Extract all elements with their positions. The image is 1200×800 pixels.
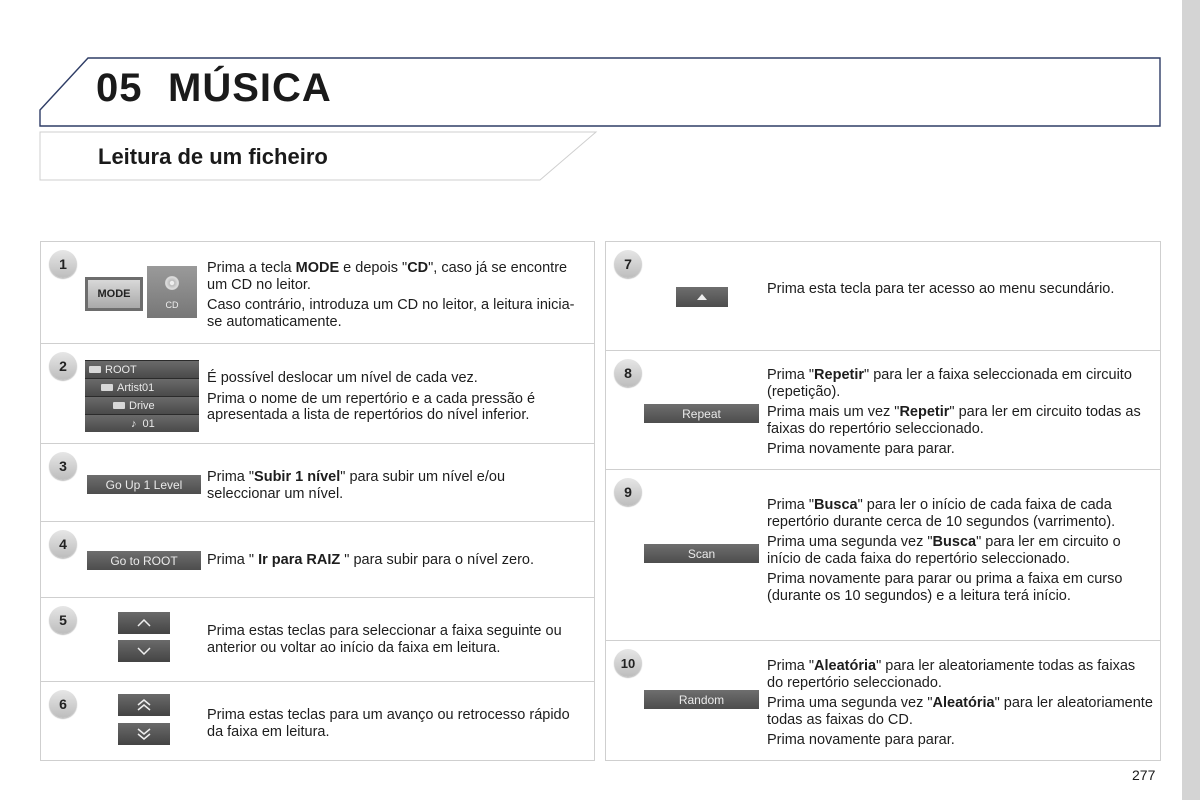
chevron-down-key-image: [118, 640, 170, 662]
music-note-icon: ♪: [131, 417, 137, 430]
cd-key-label: CD: [165, 300, 179, 310]
step-8: [605, 350, 1161, 470]
step-2: [40, 343, 595, 444]
tree-row-drive: Drive: [85, 397, 199, 414]
go-up-1-level-button-image: Go Up 1 Level: [87, 475, 201, 494]
disc-icon: [165, 276, 179, 290]
step-6-text: Prima estas teclas para um avanço ou retrocesso rápido da faixa em leitura.: [207, 707, 570, 740]
step-number-badge: 6: [49, 690, 77, 718]
step-9: [605, 469, 1161, 641]
tree-row-track: ♪ 01: [85, 415, 199, 432]
step-number-badge: 10: [614, 649, 642, 677]
tree-row-artist: Artist01: [85, 379, 199, 396]
step-3-text: Prima "Subir 1 nível" para subir um nível e/ou seleccionar um nível.: [207, 469, 506, 502]
step-1: [40, 241, 595, 344]
chevron-up-icon: [137, 619, 151, 627]
chevron-down-icon: [137, 647, 151, 655]
tree-row-root: ROOT: [85, 361, 199, 378]
page-number: 277: [1132, 767, 1156, 783]
step-4-text: Prima " Ir para RAIZ " para subir para o nível zero.: [207, 552, 535, 568]
repeat-button-image: Repeat: [644, 404, 759, 423]
step-9-text: Prima "Busca" para ler o início de cada faixa de cada repertório durante cerca de 10 segundos (varrimento). Prima uma segunda vez "Busca" para ler em circuito o início de cada faixa do repertório seleccionado. Prima novamente para parar ou prima a faixa em curso (durante os 10 segundos) e a leitura terá início.: [767, 497, 1123, 604]
folder-icon: [101, 384, 113, 391]
fast-rewind-key-image: [118, 694, 170, 716]
fast-forward-key-image: [118, 723, 170, 745]
step-number-badge: 7: [614, 250, 642, 278]
step-number-badge: 8: [614, 359, 642, 387]
step-1-text: Prima a tecla MODE e depois "CD", caso já se encontre um CD no leitor. Caso contrário, introduza um CD no leitor, a leitura inicia-se automaticamente.: [207, 260, 575, 330]
step-number-badge: 3: [49, 452, 77, 480]
step-5: [40, 597, 595, 682]
secondary-menu-key-image: [676, 287, 728, 307]
folder-icon: [113, 402, 125, 409]
step-10-text: Prima "Aleatória" para ler aleatoriamente todas as faixas do repertório seleccionado. Prima uma segunda vez "Aleatória" para ler aleatoriamente todas as faixas do CD. Prima novamente para parar.: [767, 658, 1153, 748]
step-4: [40, 521, 595, 598]
step-number-badge: 5: [49, 606, 77, 634]
random-button-image: Random: [644, 690, 759, 709]
double-chevron-up-icon: [137, 699, 151, 711]
chevron-up-key-image: [118, 612, 170, 634]
step-number-badge: 1: [49, 250, 77, 278]
chapter-title: MÚSICA: [168, 66, 332, 110]
section-title: Leitura de um ficheiro: [98, 144, 328, 169]
step-10: [605, 640, 1161, 761]
double-chevron-down-icon: [137, 728, 151, 740]
chapter-number: 05: [96, 66, 143, 110]
cd-key-image: [147, 266, 197, 318]
step-6: [40, 681, 595, 761]
go-to-root-button-image: Go to ROOT: [87, 551, 201, 570]
step-2-text: É possível deslocar um nível de cada vez. Prima o nome de um repertório e a cada pressão é apresentada a lista de repertórios do nível inferior.: [207, 370, 536, 423]
step-3: [40, 443, 595, 522]
step-8-text: Prima "Repetir" para ler a faixa seleccionada em circuito (repetição). Prima mais um vez "Repetir" para ler em circuito todas as faixas do repertório seleccionado. Prima novamente para parar.: [767, 367, 1141, 457]
step-number-badge: 2: [49, 352, 77, 380]
step-number-badge: 9: [614, 478, 642, 506]
folder-tree-image: [85, 360, 199, 432]
triangle-up-icon: [697, 294, 707, 300]
step-7: [605, 241, 1161, 351]
step-5-text: Prima estas teclas para seleccionar a faixa seguinte ou anterior ou voltar ao início da faixa em leitura.: [207, 623, 562, 656]
scan-button-image: Scan: [644, 544, 759, 563]
folder-icon: [89, 366, 101, 373]
mode-key-image: MODE: [85, 277, 143, 311]
step-7-text: Prima esta tecla para ter acesso ao menu secundário.: [767, 281, 1115, 297]
step-number-badge: 4: [49, 530, 77, 558]
